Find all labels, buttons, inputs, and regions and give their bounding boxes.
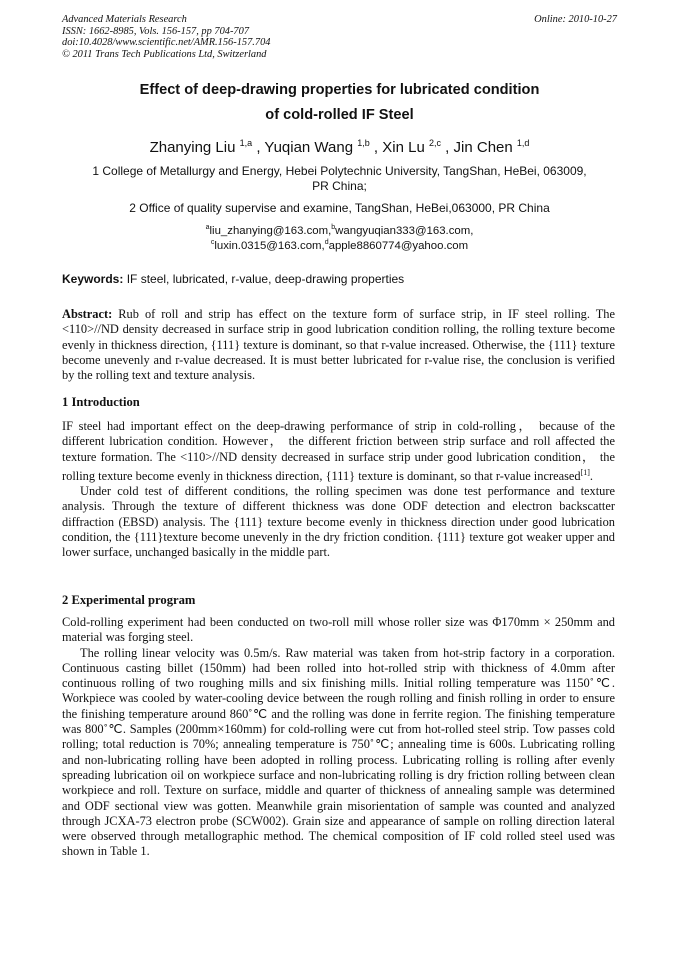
email-sup: d (324, 239, 329, 246)
email-sup: a (205, 224, 210, 231)
journal-header (62, 14, 617, 60)
journal-name: Advanced Materials Research (62, 14, 187, 25)
author-affil-sup: 1,a (239, 138, 253, 148)
affiliation-2: 2 Office of quality supervise and examine, TangShan, HeBei,063000, PR China (129, 201, 550, 215)
doi-line: doi:10.4028/www.scientific.net/AMR.156-157.704 (62, 37, 271, 49)
author-affil-sup: 1,b (357, 138, 370, 148)
online-date: Online: 2010-10-27 (534, 14, 617, 25)
section-heading-introduction: 1 Introduction (62, 395, 140, 409)
email-a[interactable]: liu_zhanying@163.com, (209, 225, 332, 237)
email-b[interactable]: wangyuqian333@163.com, (335, 225, 474, 237)
introduction-body (62, 419, 615, 561)
paper-title-line-1: Effect of deep-drawing properties for lubricated condition (139, 82, 540, 98)
intro-paragraph-2: Under cold test of different conditions, the rolling specimen was done test performance and texture analysis. Through the texture of different thickness was done ODF detection and electron backscatter diffraction (EBSD) analysis. The {111} texture become evenly in thickness direction under good lubrication condition, the {111}texture become unevenly in the dry friction condition. {111} texture got weaker upper and lower surface, unchanged basically in the middle part. (62, 484, 615, 560)
author-affil-sup: 2,c (429, 138, 442, 148)
email-sup: c (210, 239, 215, 246)
author-name: Zhanying Liu (149, 139, 236, 156)
email-d[interactable]: apple8860774@yahoo.com (328, 240, 469, 252)
keywords (62, 272, 617, 286)
author-affil-sup: 1,d (516, 138, 530, 148)
affiliation-1: 1 College of Metallurgy and Energy, Hebei Polytechnic University, TangShan, HeBei, 063009, PR China; (92, 164, 587, 193)
issn-line: ISSN: 1662-8985, Vols. 156-157, pp 704-707 (62, 25, 250, 37)
abstract-label: Abstract: (62, 307, 113, 321)
intro-p1-end: . (589, 468, 594, 483)
keywords-text: IF steel, lubricated, r-value, deep-drawing properties (126, 272, 405, 286)
email-sup: b (331, 224, 336, 231)
abstract-text: Rub of roll and strip has effect on the texture form of surface strip, in IF steel rolling. The <110>//ND density decreased in surface strip in good lubrication condition rolling, the rolling texture become evenly in thickness direction, {111} texture is dominant, so that r-value increased. Otherwise, the {111} texture become unevenly and r-value decreased. It is must better lubricated for r-value rise, the conclusion is verified by the rolling text and texture analysis. (62, 307, 615, 383)
abstract (62, 307, 615, 383)
keywords-label: Keywords: (62, 272, 124, 286)
author-name: Jin Chen (453, 139, 513, 156)
author-name: Yuqian Wang (264, 139, 354, 156)
citation-ref: [1] (580, 467, 590, 477)
intro-paragraph-1 (62, 419, 615, 484)
email-c[interactable]: luxin.0315@163.com, (214, 240, 325, 252)
intro-p1-text: IF steel had important effect on the deep-drawing performance of strip in cold-rolling， because of the different lubrication condition. However， the different friction between strip surface and roll affected the texture formation. The <110>//ND density decreased in surface strip under good lubrication condition， the rolling texture become evenly in thickness direction, {111} texture is dominant, so that r-value increased (62, 419, 615, 483)
paper-title-line-2: of cold-rolled IF Steel (265, 107, 414, 123)
author-list: Zhanying Liu $^{1,a}$ , Yuqian Wang $^{1,b}$ , Xin Lu $^{2,c}$ , Jin Chen $^{1,d}$ (149, 138, 530, 156)
exp-paragraph-2: The rolling linear velocity was 0.5m/s. Raw material was taken from hot-strip factory in a corporation. Continuous casting billet (150mm) had been rolled into hot-rolled strip with thickness of 4.0mm after continuous rolling of two roughing mills and six finishing mills. Initial rolling temperature was 1150˚℃. Workpiece was cooled by water-cooling device between the rough rolling and finish rolling in order to ensure the finishing temperature around 860˚℃ and the rolling was done in ferrite region. The finishing temperature was 800˚℃. Samples (200mm×160mm) for cold-rolling were cut from hot-rolled steel strip. Tow passes cold rolling; total reduction is 70%; annealing temperature is 750˚℃; annealing time is 600s. Lubricating rolling and non-lubricating rolling have been adopted in rolling process. Lubricating rolling is rolling after evenly spreading lubrication oil on workpiece surface and non-lubricating rolling is dry friction rolling between clean workpiece and roll. Texture on surface, middle and quarter of thickness of annealing sample was determined and ODF sectional view was gotten. Meanwhile grain misorientation of sample was counted and analyzed through JCXA-73 electron probe (SCW002). Grain size and appearance of sample on rolling direction lateral were observed through metallographic method. The chemical composition of IF cold rolled steel used was shown in Table 1. (62, 645, 615, 859)
email-line-2 (62, 236, 617, 253)
section-heading-experimental: 2 Experimental program (62, 593, 196, 607)
experimental-body (62, 615, 615, 860)
copyright-line: © 2011 Trans Tech Publications Ltd, Switzerland (62, 48, 267, 60)
author-name: Xin Lu (382, 139, 425, 156)
exp-paragraph-1: Cold-rolling experiment had been conducted on two-roll mill whose roller size was Φ170mm × 250mm and material was forging steel. (62, 615, 615, 645)
